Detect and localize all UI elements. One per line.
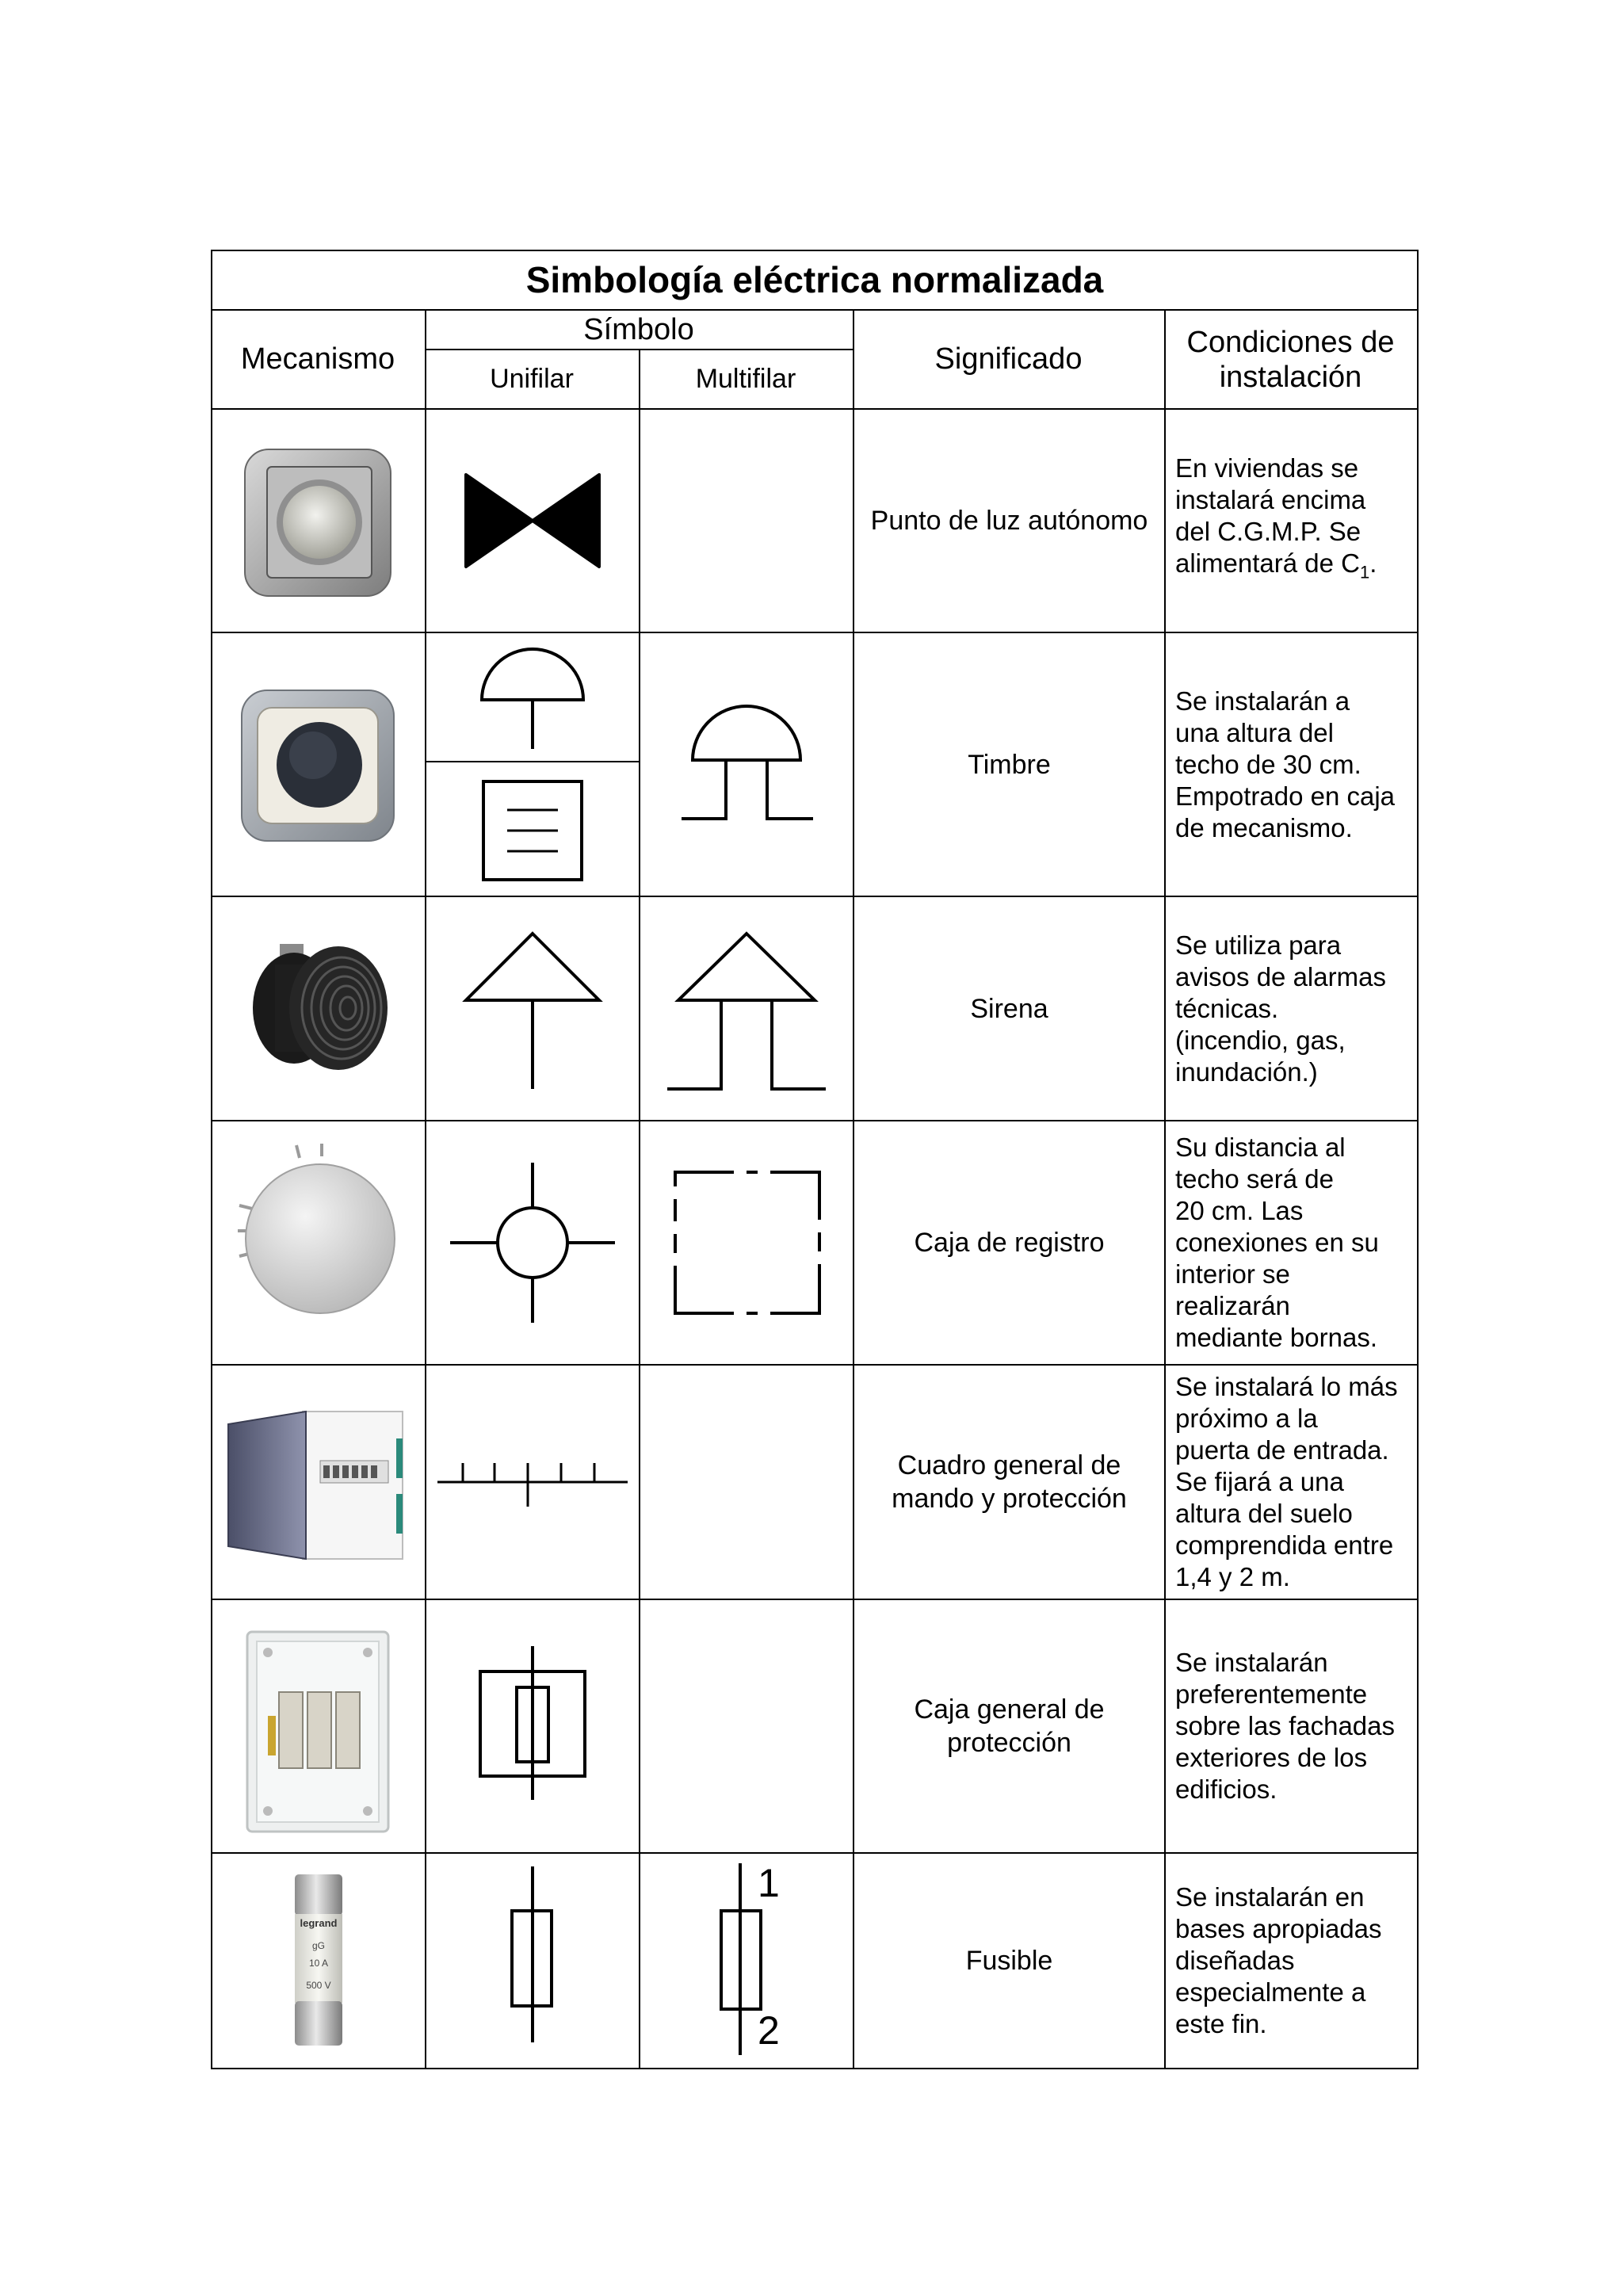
cond-5-line-4: exteriores de los xyxy=(1175,1743,1368,1772)
cond-2-line-4: (incendio, gas, xyxy=(1175,1025,1346,1055)
bell-box-unifilar-symbol-icon xyxy=(425,762,639,896)
junction-box-unifilar-symbol-icon xyxy=(425,1121,639,1364)
cond-2-line-5: inundación.) xyxy=(1175,1056,1318,1087)
siren-multifilar-symbol-icon xyxy=(639,897,853,1120)
distribution-board-unifilar-symbol-icon xyxy=(425,1366,639,1599)
cond-3-line-5: interior se xyxy=(1175,1259,1290,1289)
cond-6-line-4: especialmente a xyxy=(1175,1977,1366,2007)
cond-5-line-5: edificios. xyxy=(1175,1775,1277,1804)
cond-1-line-1: Se instalarán a xyxy=(1175,686,1350,716)
condiciones-6 xyxy=(1166,1854,1417,2068)
junction-box-photo-icon xyxy=(228,1137,407,1343)
significado-5: Caja general de protección xyxy=(914,1694,1105,1758)
protection-box-unifilar-symbol-icon xyxy=(425,1600,639,1852)
terminal-label-2: 2 xyxy=(758,2008,780,2053)
header-significado: Significado xyxy=(934,342,1083,376)
cond-3-line-2: techo será de xyxy=(1175,1164,1334,1194)
cond-6-line-5: este fin. xyxy=(1175,2009,1267,2038)
condiciones-5 xyxy=(1166,1600,1417,1852)
condiciones-0 xyxy=(1166,410,1417,632)
terminal-label-1: 1 xyxy=(758,1861,780,1905)
cond-1-line-4: Empotrado en caja xyxy=(1175,781,1396,811)
siren-photo-icon xyxy=(239,933,397,1083)
cond-0-line-4-text: alimentará de C xyxy=(1175,548,1360,579)
cond-2-line-1: Se utiliza para xyxy=(1175,930,1342,960)
cond-3-line-1: Su distancia al xyxy=(1175,1133,1346,1162)
cond-3-line-4: conexiones en su xyxy=(1175,1228,1379,1257)
cond-1-line-5: de mecanismo. xyxy=(1175,812,1353,842)
cond-0-line-4 xyxy=(1175,548,1377,589)
siren-unifilar-symbol-icon xyxy=(425,897,639,1120)
bell-unifilar-symbol-icon xyxy=(425,633,639,761)
condiciones-2 xyxy=(1166,897,1417,1120)
distribution-board-photo-icon xyxy=(227,1407,411,1565)
cond-6-line-3: diseñadas xyxy=(1175,1946,1295,1975)
cond-3-line-3: 20 cm. Las xyxy=(1175,1196,1304,1225)
header-multifilar: Multifilar xyxy=(695,364,796,394)
fuse-brand-label: legrand xyxy=(300,1917,338,1929)
condiciones-3 xyxy=(1166,1121,1417,1364)
cond-4-line-2: próximo a la xyxy=(1175,1404,1318,1433)
cond-2-line-2: avisos de alarmas xyxy=(1175,961,1386,991)
cond-0-line-2: instalará encima xyxy=(1175,485,1366,515)
header-unifilar: Unifilar xyxy=(490,364,574,394)
bell-multifilar-symbol-icon xyxy=(639,633,853,896)
doorbell-button-photo-icon xyxy=(239,670,397,860)
cond-0-line-1: En viviendas se xyxy=(1175,453,1359,483)
cond-4-line-3: puerta de entrada. xyxy=(1175,1435,1389,1465)
header-condiciones: Condiciones de instalación xyxy=(1186,325,1395,394)
cond-6-line-1: Se instalarán en xyxy=(1175,1882,1365,1912)
significado-3: Caja de registro xyxy=(914,1228,1105,1258)
cond-1-line-2: una altura del xyxy=(1175,717,1334,747)
cond-1-line-3: techo de 30 cm. xyxy=(1175,749,1361,779)
cond-4-line-4: Se fijará a una xyxy=(1175,1467,1344,1496)
cond-0-line-3: del C.G.M.P. Se xyxy=(1175,517,1361,547)
cond-4-line-6: comprendida entre xyxy=(1175,1530,1394,1560)
header-mecanismo: Mecanismo xyxy=(240,342,395,376)
light-switch-photo-icon xyxy=(239,426,397,616)
junction-box-multifilar-symbol-icon xyxy=(639,1121,853,1364)
fuse-multifilar-symbol-icon xyxy=(639,1854,853,2068)
condiciones-4 xyxy=(1166,1366,1417,1599)
cond-5-line-3: sobre las fachadas xyxy=(1175,1711,1396,1740)
cond-5-line-2: preferentemente xyxy=(1175,1679,1368,1709)
significado-0: Punto de luz autónomo xyxy=(870,506,1148,536)
fuse-mark-2: 10 A xyxy=(308,1958,329,1969)
subscript-1: 1 xyxy=(1359,562,1370,583)
condiciones-1 xyxy=(1166,633,1417,896)
fuse-unifilar-symbol-icon xyxy=(425,1854,639,2068)
cond-3-line-6: realizarán xyxy=(1175,1291,1290,1320)
table-title: Simbología eléctrica normalizada xyxy=(525,258,1104,300)
fuse-mark-1: gG xyxy=(311,1940,326,1951)
significado-2: Sirena xyxy=(970,993,1048,1024)
cond-0-tail: . xyxy=(1369,548,1377,579)
bowtie-unifilar-symbol-icon xyxy=(425,410,639,632)
cond-4-line-1: Se instalará lo más xyxy=(1175,1372,1398,1401)
cond-5-line-1: Se instalarán xyxy=(1175,1648,1328,1677)
fuse-cartridge-photo-icon xyxy=(287,1870,350,2052)
cond-4-line-7: 1,4 y 2 m. xyxy=(1175,1562,1290,1591)
cond-4-line-5: altura del suelo xyxy=(1175,1499,1353,1528)
cond-2-line-3: técnicas. xyxy=(1175,993,1279,1023)
cond-3-line-7: mediante bornas. xyxy=(1175,1323,1377,1352)
significado-4: Cuadro general de mando y protección xyxy=(892,1450,1127,1514)
significado-6: Fusible xyxy=(965,1946,1053,1976)
protection-box-photo-icon xyxy=(244,1629,391,1835)
header-simbolo: Símbolo xyxy=(583,312,694,346)
cond-6-line-2: bases apropiadas xyxy=(1175,1914,1382,1943)
symbology-table xyxy=(211,250,1419,2069)
fuse-mark-3: 500 V xyxy=(306,1980,331,1991)
significado-1: Timbre xyxy=(968,749,1051,780)
